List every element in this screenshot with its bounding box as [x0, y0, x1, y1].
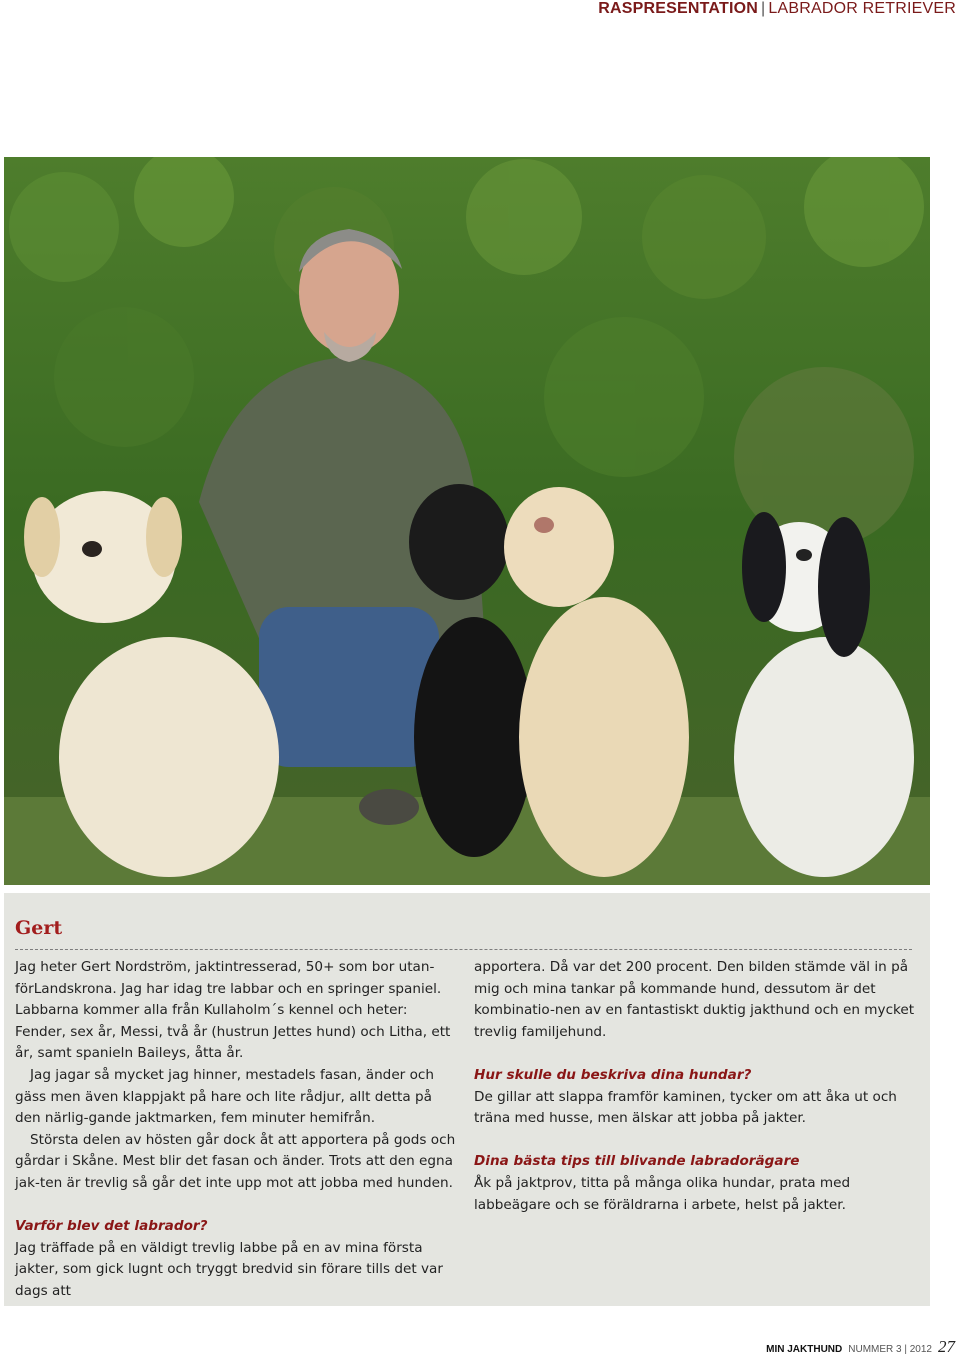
subsection-label: LABRADOR RETRIEVER — [768, 0, 956, 17]
profile-name: Gert — [15, 917, 63, 939]
paragraph: apportera. Då var det 200 procent. Den bilden stämde väl in på mig och mina tankar på kommande hund, dessutom är det kombinatio-nen av en fantastiskt duktig jakthund och en mycket trevlig familjehund. — [474, 959, 915, 1040]
paragraph: Åk på jaktprov, titta på många olika hundar, prata med labbeägare och se föräldrarna i arbete, helst på jakter. — [474, 1174, 851, 1213]
paragraph: Jag heter Gert Nordström, jaktintresserad, 50+ som bor utan-förLandskrona. Jag har idag tre labbar och en springer spaniel. Labbarna kommer alla från Kullaholm´s kennel och heter: Fender, sex år, Messi, två år (hustrun Jettes hund) och Litha, ett år, samt spanieln Baileys, åtta år. — [15, 959, 451, 1062]
question-heading: Hur skulle du beskriva dina hundar? — [474, 1066, 752, 1083]
issue-label: NUMMER 3 | 2012 — [848, 1344, 932, 1355]
page-number: 27 — [938, 1337, 955, 1356]
question-heading: Varför blev det labrador? — [15, 1218, 208, 1235]
paragraph: De gillar att slappa framför kaminen, tycker om att åka ut och träna med husse, men älskar att jobba på jakter. — [474, 1088, 897, 1127]
page-footer — [766, 1337, 955, 1357]
main-photo — [4, 157, 930, 885]
question-heading: Dina bästa tips till blivande labradorägare — [474, 1153, 800, 1170]
left-column — [15, 957, 461, 1303]
dashed-divider — [15, 949, 912, 950]
profile-box — [4, 893, 930, 1306]
photo-illustration — [4, 157, 930, 885]
paragraph: Jag jagar så mycket jag hinner, mestadels fasan, änder och gäss men även klappjakt på hare och lite rådjur, allt detta på den närlig-gande jaktmarken, fem minuter hemifrån. — [15, 1066, 434, 1127]
paragraph: Största delen av hösten går dock åt att apportera på gods och gårdar i Skåne. Mest blir det fasan och änder. Trots att den egna jak-ten är trevlig så går det inte upp mot att jobba med hunden. — [15, 1131, 456, 1191]
section-label: RASPRESENTATION — [598, 0, 758, 17]
paragraph: Jag träffade på en väldigt trevlig labbe på en av mina första jakter, som gick lugnt och tryggt bredvid sin förare tills det var dags att — [15, 1239, 443, 1299]
page-header — [598, 0, 956, 22]
magazine-name: MIN JAKTHUND — [766, 1344, 843, 1355]
header-separator: | — [761, 0, 766, 17]
right-column — [474, 957, 922, 1216]
